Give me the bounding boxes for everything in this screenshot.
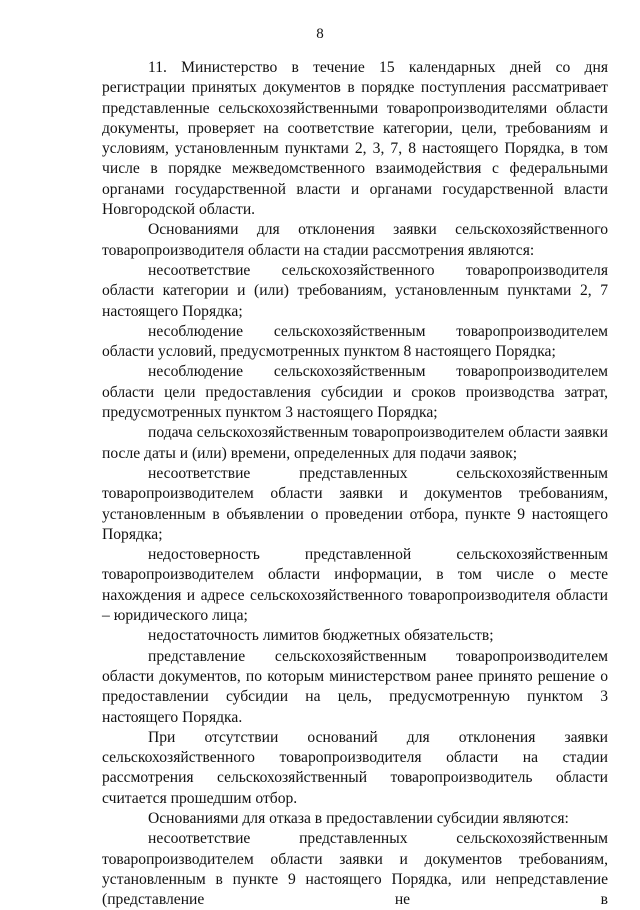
document-body — [102, 58, 608, 910]
paragraph-refusal-grounds-intro: Основаниями для отказа в предоставлении субсидии являются: — [148, 809, 569, 827]
paragraph-refusal-ground-documents: несоответствие представленных сельскохозяйственным товаропроизводителем области заявки и документов требованиям, установленным в пункте 9 настоящего Порядка, или непредставление (представление не в — [102, 830, 608, 909]
paragraph-rejection-ground-category: несоответствие сельскохозяйственного товаропроизводителя области категории и (или) требованиям, установленным пунктами 2, 7 настоящего Порядка; — [102, 261, 608, 320]
paragraph-rejection-ground-conditions: несоблюдение сельскохозяйственным товаропроизводителем области условий, предусмотренных пунктом 8 настоящего Порядка; — [102, 322, 608, 361]
paragraph-rejection-ground-limits: недостаточность лимитов бюджетных обязательств; — [148, 627, 494, 645]
paragraph-rejection-ground-purpose: несоблюдение сельскохозяйственным товаропроизводителем области цели предоставления субсидии и сроков производства затрат, предусмотренных пунктом 3 настоящего Порядка; — [102, 363, 608, 422]
page-number: 8 — [316, 26, 324, 42]
paragraph-rejection-ground-false-info: недостоверность представленной сельскохозяйственным товаропроизводителем области информации, в том числе о месте нахождения и адресе сельскохозяйственного товаропроизводителя области – юридического лица; — [102, 546, 608, 625]
paragraph-rejection-ground-documents: несоответствие представленных сельскохозяйственным товаропроизводителем области заявки и документов требованиям, установленным в объявлении о проведении отбора, пункте 9 настоящего Порядка; — [102, 464, 608, 543]
paragraph-rejection-grounds-intro: Основаниями для отклонения заявки сельскохозяйственного товаропроизводителя области на стадии рассмотрения являются: — [102, 221, 608, 259]
paragraph-rejection-ground-duplicate: представление сельскохозяйственным товаропроизводителем области документов, по которым министерством ранее принято решение о предоставлении субсидии на цель, предусмотренную пунктом 3 настоящего Порядка. — [102, 647, 608, 726]
paragraph-item-11: 11. Министерство в течение 15 календарных дней со дня регистрации принятых документов в порядке поступления рассматривает представленные сельскохозяйственными товаропроизводителями области документы, проверяет на соответствие категории, цели, требованиям и условиям, установленным пунктами 2, 3, 7, 8 настоящего Порядка, в том числе в порядке межведомственного взаимодействия с федеральными органами государственной власти и органами государственной власти Новгородской области. — [102, 59, 608, 219]
paragraph-selection-passed: При отсутствии оснований для отклонения заявки сельскохозяйственного товаропроизводителя области на стадии рассмотрения сельскохозяйственный товаропроизводитель области считается прошедшим отбор. — [102, 728, 608, 807]
paragraph-rejection-ground-late-submission: подача сельскохозяйственным товаропроизводителем области заявки после даты и (или) времени, определенных для подачи заявок; — [102, 424, 608, 462]
